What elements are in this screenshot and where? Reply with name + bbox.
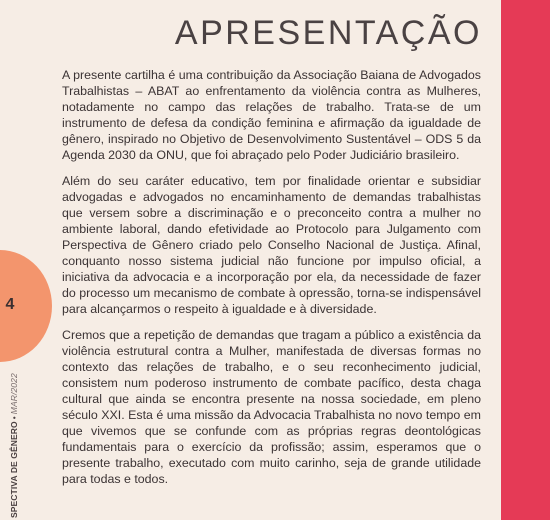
right-accent-band: [501, 0, 550, 520]
paragraph-2: Além do seu caráter educativo, tem por finalidade orientar e subsidiar advogadas e advogados no encaminhamento de demandas trabalhistas que versem sobre a discriminação e o preconceito contra a mulher no ambiente laboral, dando efetividade ao Protocolo para Julgamento com Perspectiva de Gênero criado pelo Conselho Nacional de Justiça. Afinal, conquanto nosso sistema judicial não funcione por impulso oficial, a iniciativa da advocacia e a incorporação por ela, da necessidade de fazer do processo um mecanismo de combate à opressão, torna-se indispensável para alcançarmos o respeito à igualdade e à diversidade.: [62, 174, 481, 316]
side-label-title: SPECTIVA DE GÊNERO: [9, 421, 19, 518]
page-number: 4: [5, 296, 15, 313]
body-text: [62, 67, 481, 497]
paragraph-1: A presente cartilha é uma contribuição da Associação Baiana de Advogados Trabalhistas – ABAT ao enfrentamento da violência contra as Mulheres, notadamente no campo das relações de trabalho. Trata-se de um instrumento de defesa da condição feminina e afirmação da igualdade de gênero, inspirado no Objetivo de Desenvolvimento Sustentável – ODS 5 da Agenda 2030 da ONU, que foi abraçado pelo Poder Judiciário brasileiro.: [62, 68, 481, 162]
side-running-label: [9, 373, 19, 518]
side-label-date: MAR/2022: [9, 373, 19, 415]
side-label-separator: •: [9, 416, 19, 420]
page-title: APRESENTAÇÃO: [174, 14, 482, 52]
paragraph-3: Cremos que a repetição de demandas que tragam a público a existência da violência estrutural contra a Mulher, manifestada de diversas formas no contexto das relações de trabalho, e o seu reconhecimento judicial, consistem num poderoso instrumento de combate pacífico, desta chaga cultural que ainda se encontra presente na nossa sociedade, em pleno século XXI. Esta é uma missão da Advocacia Trabalhista no novo tempo em que vivemos que se confunde com as próprias regras deontológicas fundamentais para o exercício da profissão; assim, esperamos que o presente trabalho, executado com muito carinho, seja de grande utilidade para todas e todos.: [62, 328, 481, 486]
